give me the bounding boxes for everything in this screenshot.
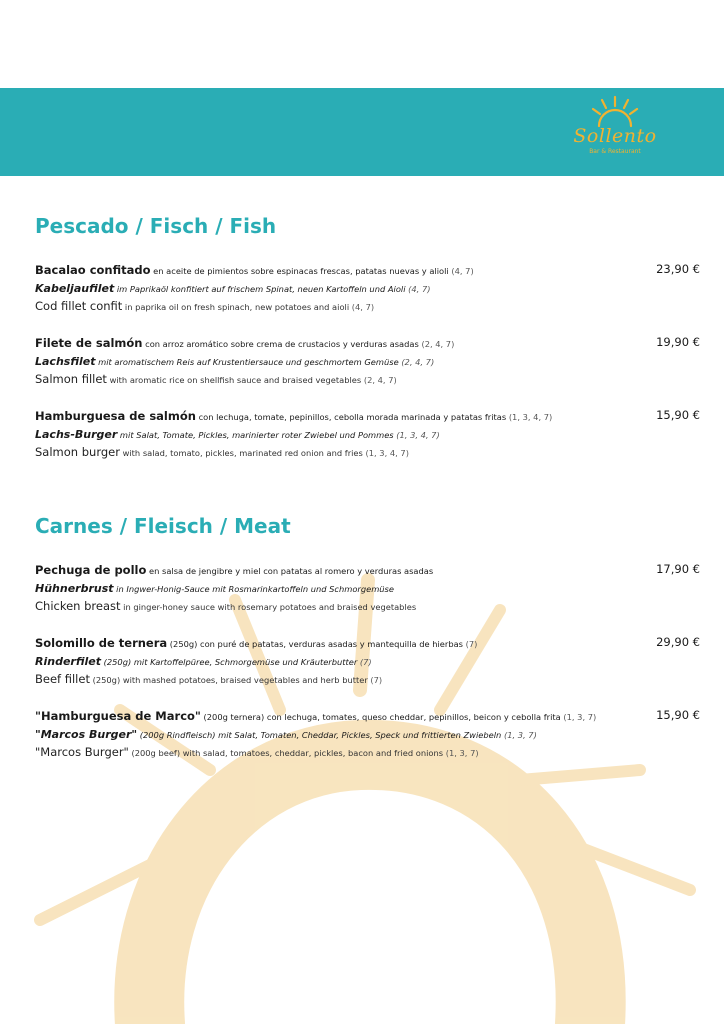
section-title: Pescado / Fisch / Fish <box>35 214 277 238</box>
dish-description: in ginger-honey sauce with rosemary potatoes and braised vegetables <box>120 602 417 612</box>
dish-name: Hühnerbrust <box>35 582 114 595</box>
allergen-codes: (7) <box>357 657 372 667</box>
price: 15,90 € <box>656 408 700 422</box>
price: 17,90 € <box>656 562 700 576</box>
dish-description: con lechuga, tomate, pepinillos, cebolla morada marinada y patatas fritas <box>195 412 507 422</box>
allergen-codes: (1, 3, 4, 7) <box>362 448 409 458</box>
dish-name: Kabeljaufilet <box>35 282 115 295</box>
dish-name: "Marcos Burger" <box>35 728 138 741</box>
menu-item-line-es <box>35 333 700 351</box>
menu-item-line-de <box>35 351 700 369</box>
menu-item-line-de <box>35 724 700 742</box>
dish-description: in paprika oil on fresh spinach, new potatoes and aioli <box>122 302 350 312</box>
allergen-codes: (4, 7) <box>349 302 375 312</box>
menu-item-line-en <box>35 742 700 760</box>
dish-description: with salad, tomato, pickles, marinated red onion and fries <box>119 448 363 458</box>
dish-name: Rinderfilet <box>35 655 101 668</box>
menu-item-line-en <box>35 296 700 314</box>
dish-description: with aromatic rice on shellfish sauce and braised vegetables <box>106 375 362 385</box>
dish-description: mit aromatischem Reis auf Krustentiersauce und geschmortem Gemüse <box>95 357 399 367</box>
menu-content <box>35 212 700 760</box>
dish-name: Hamburguesa de salmón <box>35 409 196 423</box>
menu-item <box>35 333 700 387</box>
menu-item <box>35 406 700 460</box>
logo-name: Sollento <box>573 125 657 147</box>
dish-name: Salmon burger <box>35 445 120 459</box>
dish-name: Solomillo de ternera <box>35 636 168 650</box>
menu-item-line-de <box>35 578 700 596</box>
allergen-codes: (1, 3, 7) <box>443 748 479 758</box>
menu-item-line-en <box>35 442 700 460</box>
allergen-codes: (4, 7) <box>405 284 431 294</box>
menu-item-line-es <box>35 406 700 424</box>
menu-item-line-de <box>35 424 700 442</box>
allergen-codes: (4, 7) <box>448 266 474 276</box>
dish-name: "Hamburguesa de Marco" <box>35 709 201 723</box>
allergen-codes: (7) <box>463 639 478 649</box>
allergen-codes: (1, 3, 7) <box>560 712 597 722</box>
logo-tagline: Bar & Restaurant <box>589 148 641 155</box>
dish-name: Chicken breast <box>35 599 121 613</box>
price: 23,90 € <box>656 262 700 276</box>
menu-sections <box>35 212 700 760</box>
menu-item-line-en <box>35 669 700 687</box>
menu-item <box>35 260 700 314</box>
menu-item-line-es <box>35 633 700 651</box>
dish-name: Filete de salmón <box>35 336 143 350</box>
menu-item-line-en <box>35 369 700 387</box>
dish-description: en aceite de pimientos sobre espinacas frescas, patatas nuevas y alioli <box>150 266 449 276</box>
dish-name: Cod fillet confit <box>35 299 123 313</box>
dish-name: Pechuga de pollo <box>35 563 147 577</box>
dish-description: (250g) with mashed potatoes, braised vegetables and herb butter <box>89 675 368 685</box>
dish-name: Bacalao confitado <box>35 263 151 277</box>
dish-description: con arroz aromático sobre crema de crustacios y verduras asadas <box>142 339 419 349</box>
price: 29,90 € <box>656 635 700 649</box>
section-title: Carnes / Fleisch / Meat <box>35 514 291 538</box>
dish-description: (200g Rindfleisch) mit Salat, Tomaten, Cheddar, Pickles, Speck und frittierten Zwiebeln <box>137 730 502 740</box>
restaurant-logo <box>560 94 670 172</box>
dish-name: Lachsfilet <box>35 355 96 368</box>
dish-description: (200g ternera) con lechuga, tomates, queso cheddar, pepinillos, beicon y cebolla frita <box>200 712 561 722</box>
menu-item-line-de <box>35 278 700 296</box>
dish-description: mit Salat, Tomate, Pickles, marinierter roter Zwiebel und Pommes <box>117 430 394 440</box>
header-band <box>0 88 724 176</box>
dish-name: Salmon fillet <box>35 372 107 386</box>
dish-description: (250g) con puré de patatas, verduras asadas y mantequilla de hierbas <box>167 639 463 649</box>
allergen-codes: (1, 3, 4, 7) <box>506 412 553 422</box>
allergen-codes: (7) <box>367 675 383 685</box>
menu-item <box>35 706 700 760</box>
dish-name: Lachs-Burger <box>35 428 118 441</box>
allergen-codes: (1, 3, 7) <box>501 730 537 740</box>
dish-name: Beef fillet <box>35 672 90 686</box>
price: 19,90 € <box>656 335 700 349</box>
allergen-codes: (2, 4, 7) <box>418 339 455 349</box>
dish-description: (200g beef) with salad, tomatoes, cheddar, pickles, bacon and fried onions <box>128 748 444 758</box>
menu-item <box>35 633 700 687</box>
menu-item-line-de <box>35 651 700 669</box>
menu-item-line-es <box>35 560 700 578</box>
dish-description: in Ingwer-Honig-Sauce mit Rosmarinkartoffeln und Schmorgemüse <box>113 584 394 594</box>
allergen-codes: (1, 3, 4, 7) <box>393 430 440 440</box>
dish-description: en salsa de jengibre y miel con patatas al romero y verduras asadas <box>146 566 434 576</box>
price: 15,90 € <box>656 708 700 722</box>
dish-description: (250g) mit Kartoffelpüree, Schmorgemüse und Kräuterbutter <box>100 657 358 667</box>
allergen-codes: (2, 4, 7) <box>361 375 397 385</box>
sun-logo-icon <box>587 94 643 128</box>
menu-item-line-es <box>35 706 700 724</box>
dish-name: "Marcos Burger" <box>35 745 129 759</box>
menu-item <box>35 560 700 614</box>
menu-item-line-en <box>35 596 700 614</box>
dish-description: im Paprikaöl konfitiert auf frischem Spinat, neuen Kartoffeln und Aioli <box>114 284 406 294</box>
menu-item-line-es <box>35 260 700 278</box>
allergen-codes: (2, 4, 7) <box>398 357 435 367</box>
